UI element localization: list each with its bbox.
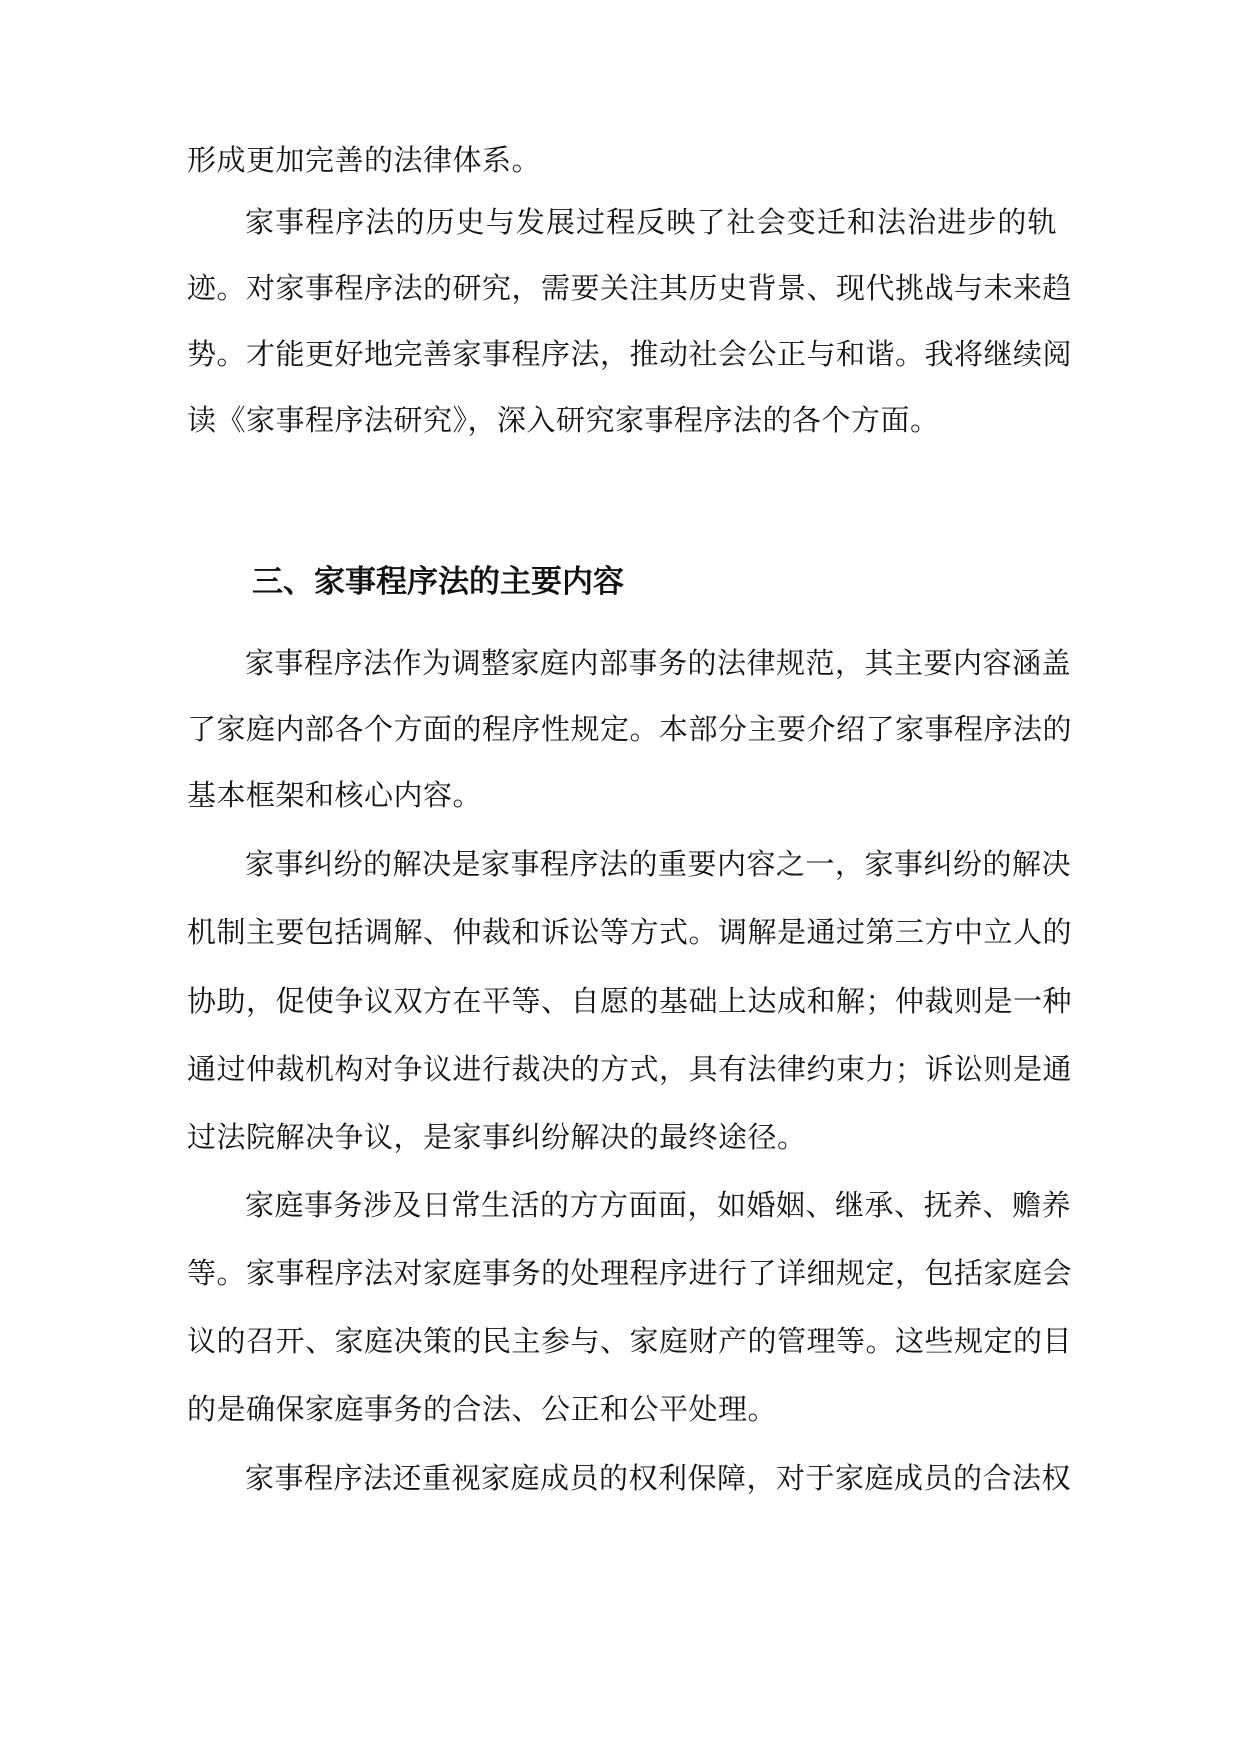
paragraph-3-line-4: 通过仲裁机构对争议进行裁决的方式，具有法律约束力；诉讼则是通	[187, 1052, 1073, 1086]
paragraph-3-line-3: 协助，促使争议双方在平等、自愿的基础上达成和解；仲裁则是一种	[187, 984, 1073, 1018]
paragraph-4-line-2: 等。家事程序法对家庭事务的处理程序进行了详细规定，包括家庭会	[187, 1256, 1073, 1290]
paragraph-2-line-1: 家事程序法作为调整家庭内部事务的法律规范，其主要内容涵盖	[245, 646, 1072, 680]
paragraph-2-line-3: 基本框架和核心内容。	[187, 778, 483, 812]
paragraph-3-line-2: 机制主要包括调解、仲裁和诉讼等方式。调解是通过第三方中立人的	[187, 915, 1073, 949]
paragraph-4-line-3: 议的召开、家庭决策的民主参与、家庭财产的管理等。这些规定的目	[187, 1324, 1073, 1358]
paragraph-1-line-4: 读《家事程序法研究》，深入研究家事程序法的各个方面。	[187, 403, 940, 437]
paragraph-3-line-5: 过法院解决争议，是家事纠纷解决的最终途径。	[187, 1120, 807, 1154]
paragraph-1-line-1: 家事程序法的历史与发展过程反映了社会变迁和法治进步的轨	[245, 205, 1057, 239]
paragraph-1-line-3: 势。才能更好地完善家事程序法，推动社会公正与和谐。我将继续阅	[187, 337, 1073, 371]
continuation-line: 形成更加完善的法律体系。	[187, 143, 542, 177]
section-heading: 三、家事程序法的主要内容	[252, 564, 624, 600]
paragraph-4-line-4: 的是确保家庭事务的合法、公正和公平处理。	[187, 1392, 778, 1426]
paragraph-5-line-1: 家事程序法还重视家庭成员的权利保障，对于家庭成员的合法权	[245, 1461, 1072, 1495]
paragraph-1-line-2: 迹。对家事程序法的研究，需要关注其历史背景、现代挑战与未来趋	[187, 271, 1073, 305]
paragraph-2-line-2: 了家庭内部各个方面的程序性规定。本部分主要介绍了家事程序法的	[187, 712, 1073, 746]
paragraph-4-line-1: 家庭事务涉及日常生活的方方面面，如婚姻、继承、抚养、赡养	[245, 1188, 1072, 1222]
paragraph-3-line-1: 家事纠纷的解决是家事程序法的重要内容之一，家事纠纷的解决	[245, 847, 1072, 881]
